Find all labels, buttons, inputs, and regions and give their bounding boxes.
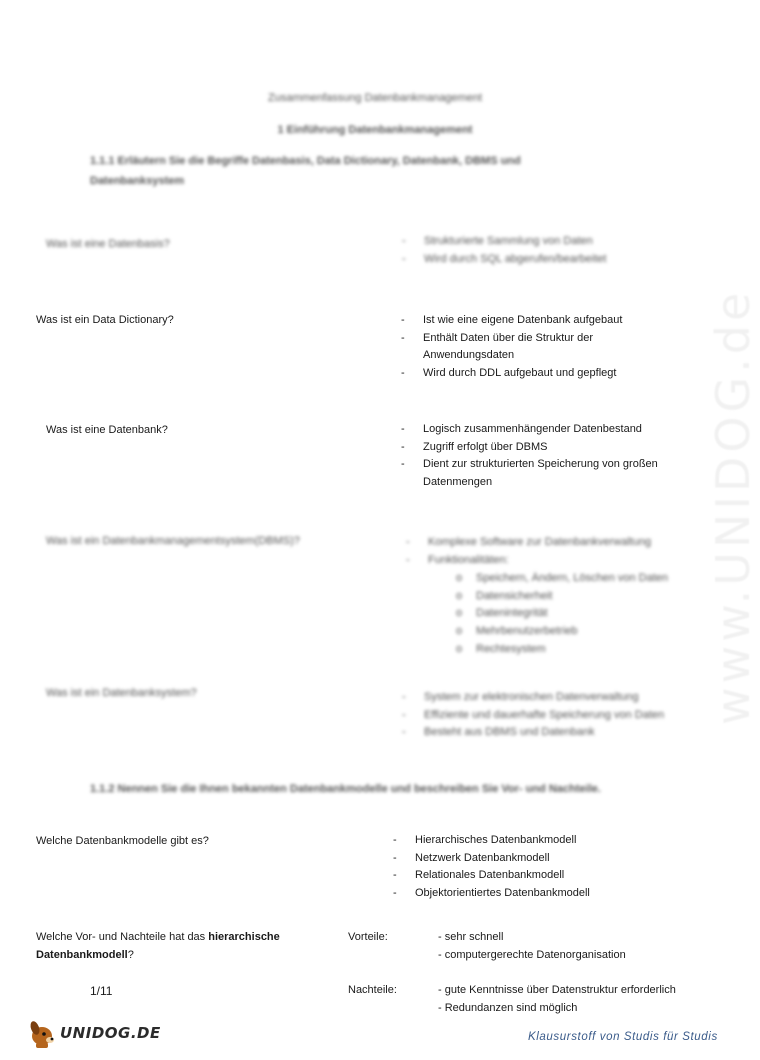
question-data-dictionary: Was ist ein Data Dictionary?	[36, 314, 174, 326]
list-item: - Komplexe Software zur Datenbankverwaltung	[406, 536, 652, 548]
models-list	[393, 832, 590, 903]
question-procon-hierarchisch: Welche Vor- und Nachteile hat das hierarchische Datenbankmodell?	[36, 931, 280, 961]
list-item: - Effiziente und dauerhafte Speicherung von Daten	[402, 708, 665, 721]
logo[interactable]	[26, 1014, 166, 1052]
list-item: - Strukturierte Sammlung von Daten	[402, 235, 593, 247]
logo-text: UNIDOG.DE	[60, 1024, 161, 1042]
list-item: o Rechtesystem	[456, 642, 546, 655]
list-item: - Wird durch SQL abgerufen/bearbeitet	[402, 252, 607, 265]
section-heading-2: 1.1.2 Nennen Sie die Ihnen bekannten Datenbankmodelle und beschreiben Sie Vor- und Nachteile.	[90, 783, 601, 795]
list-item: - Funktionalitäten:	[406, 553, 509, 566]
list-item: - Redundanzen sind möglich	[438, 1001, 578, 1014]
page-number: 1/11	[90, 984, 113, 998]
list-item: - Hierarchisches Datenbankmodell	[393, 834, 577, 846]
question-datenbank: Was ist eine Datenbank?	[46, 424, 168, 436]
pros-list	[438, 929, 626, 964]
question-datenbankmodelle: Welche Datenbankmodelle gibt es?	[36, 835, 209, 847]
answer-list-data-dictionary	[401, 312, 663, 383]
list-item: - Zugriff erfolgt über DBMS	[401, 440, 548, 453]
list-item: - System zur elektronischen Datenverwaltung	[402, 691, 639, 703]
list-item: - Besteht aus DBMS und Datenbank	[402, 726, 595, 739]
list-item: - Relationales Datenbankmodell	[393, 869, 565, 882]
list-item: - gute Kenntnisse über Datenstruktur erforderlich	[438, 984, 676, 996]
list-item: - Objektorientiertes Datenbankmodell	[393, 887, 590, 900]
list-item: o Datensicherheit	[456, 589, 553, 602]
answer-list-datenbasis	[402, 233, 607, 268]
list-item: - sehr schnell	[438, 931, 504, 943]
question-datenbasis: Was ist eine Datenbasis?	[46, 238, 170, 250]
answer-list-dbms	[406, 534, 652, 569]
list-item: - Dient zur strukturierten Speicherung von großen Datenmengen	[401, 458, 658, 489]
footer-tagline: Klausurstoff von Studis für Studis	[528, 1031, 718, 1043]
list-item: - computergerechte Datenorganisation	[438, 948, 626, 961]
document-title: 1 Einführung Datenbankmanagement	[277, 124, 473, 136]
cons-label: Nachteile:	[348, 984, 397, 996]
list-item: o Speichern, Ändern, Löschen von Daten	[456, 572, 669, 584]
watermark: www.UNIDOG.de	[706, 288, 760, 725]
sub-list-dbms-functions	[456, 570, 669, 659]
question-dbms: Was ist ein Datenbankmanagementsystem(DBMS)?	[46, 535, 300, 547]
list-item: o Mehrbenutzerbetrieb	[456, 625, 578, 638]
answer-list-datenbanksystem	[402, 689, 665, 742]
cons-list	[438, 982, 676, 1017]
list-item: - Netzwerk Datenbankmodell	[393, 851, 550, 864]
list-item: - Wird durch DDL aufgebaut und gepflegt	[401, 367, 617, 380]
section-heading-1: 1.1.1 Erläutern Sie die Begriffe Datenbasis, Data Dictionary, Datenbank, DBMS und Datenbanksystem	[90, 155, 521, 187]
list-item: - Enthält Daten über die Struktur der Anwendungsdaten	[401, 331, 593, 362]
answer-list-datenbank	[401, 421, 693, 492]
pros-label: Vorteile:	[348, 931, 388, 943]
list-item: - Logisch zusammenhängender Datenbestand	[401, 423, 642, 435]
list-item: - Ist wie eine eigene Datenbank aufgebaut	[401, 314, 623, 326]
list-item: o Datenintegrität	[456, 607, 548, 620]
page-header: Zusammenfassung Datenbankmanagement	[267, 92, 482, 104]
question-datenbanksystem: Was ist ein Datenbanksystem?	[46, 687, 197, 699]
